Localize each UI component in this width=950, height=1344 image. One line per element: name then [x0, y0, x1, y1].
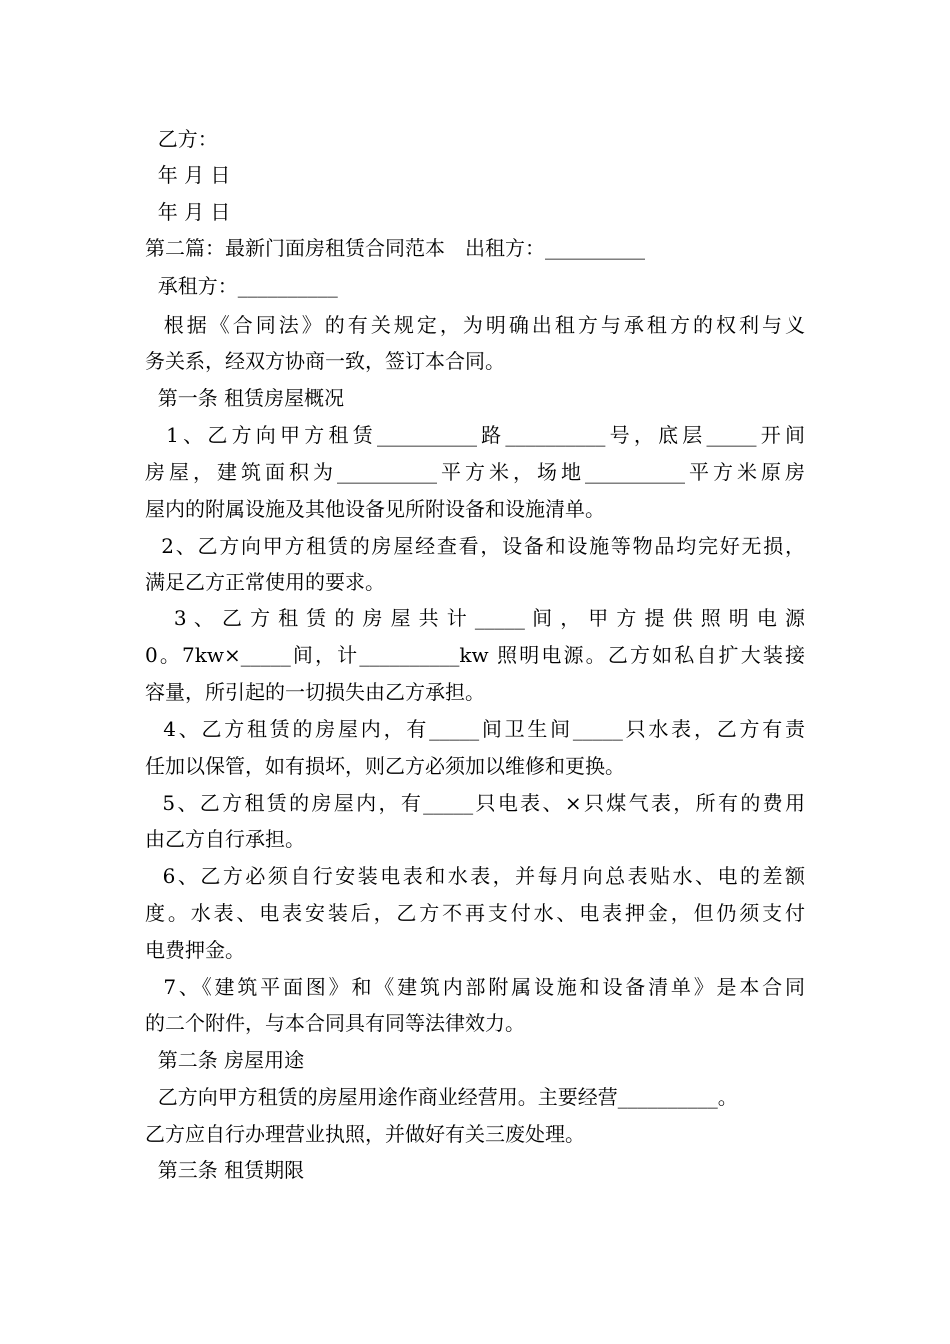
text-line: 屋内的附属设施及其他设备见所附设备和设施清单。 — [145, 497, 605, 521]
text-line: 5、乙方租赁的房屋内，有_____只电表、×只煤气表，所有的费用 — [145, 791, 805, 815]
text-line: 乙方： — [145, 127, 218, 151]
text-line: 承租方：__________ — [145, 274, 338, 298]
text-line: 的二个附件，与本合同具有同等法律效力。 — [145, 1011, 525, 1035]
text-line: 年 月 日 — [145, 163, 231, 187]
text-line: 乙方向甲方租赁的房屋用途作商业经营用。主要经营__________。 — [145, 1085, 738, 1109]
text-line: 度。水表、电表安装后，乙方不再支付水、电表押金，但仍须支付 — [145, 901, 805, 925]
text-line: 2、乙方向甲方租赁的房屋经查看，设备和设施等物品均完好无损， — [145, 534, 805, 558]
text-line: 房屋，建筑面积为__________平方米，场地__________平方米原房 — [145, 460, 805, 484]
text-line: 4、乙方租赁的房屋内，有_____间卫生间_____只水表，乙方有责 — [145, 717, 805, 741]
text-line: 乙方应自行办理营业执照，并做好有关三废处理。 — [145, 1122, 585, 1146]
article-heading: 第三条 租赁期限 — [145, 1158, 305, 1182]
text-line: 0。7kw×_____间，计__________kw 照明电源。乙方如私自扩大装接 — [145, 643, 805, 667]
text-line: 满足乙方正常使用的要求。 — [145, 570, 385, 594]
text-line: 务关系，经双方协商一致，签订本合同。 — [145, 349, 505, 373]
text-line: 6、乙方必须自行安装电表和水表，并每月向总表贴水、电的差额 — [145, 864, 805, 888]
text-line: 1、乙方向甲方租赁__________路__________号，底层_____开间 — [145, 423, 805, 447]
text-line: 任加以保管，如有损坏，则乙方必须加以维修和更换。 — [145, 754, 625, 778]
text-line: 由乙方自行承担。 — [145, 827, 305, 851]
article-heading: 第二条 房屋用途 — [145, 1048, 305, 1072]
text-line: 容量，所引起的一切损失由乙方承担。 — [145, 680, 485, 704]
text-line: 3 、 乙 方 租 赁 的 房 屋 共 计 _____ 间 ， 甲 方 提 供 照 明 电 源 — [145, 606, 805, 630]
article-heading: 第一条 租赁房屋概况 — [145, 386, 345, 410]
text-line: 根据《合同法》的有关规定，为明确出租方与承租方的权利与义 — [145, 313, 805, 337]
section-heading: 第二篇：最新门面房租赁合同范本 出租方：__________ — [145, 236, 645, 260]
text-line: 电费押金。 — [145, 938, 245, 962]
text-line: 7、《建筑平面图》和《建筑内部附属设施和设备清单》是本合同 — [145, 975, 805, 999]
text-line: 年 月 日 — [145, 200, 231, 224]
